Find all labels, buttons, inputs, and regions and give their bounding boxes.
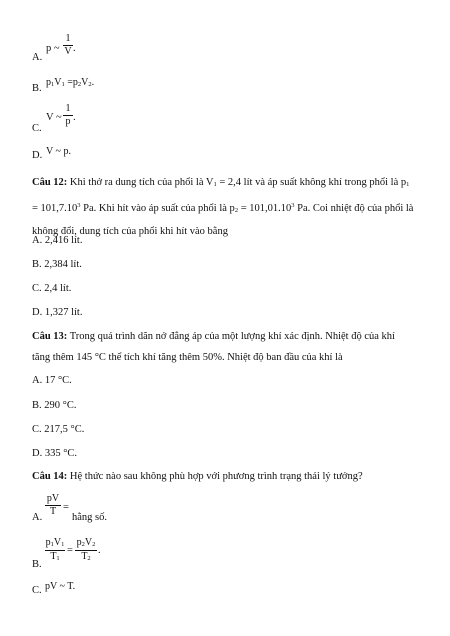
prev-option-b-letter: B.	[32, 83, 42, 94]
prev-option-c-letter: C.	[32, 123, 42, 134]
question-13-stem: Câu 13: Trong quá trình dãn nở đẳng áp của một lượng khí xác định. Nhiệt độ của khí tăng thêm 145 °C thể tích khí tăng thêm 50%. Nhiệt độ ban đầu của khí là	[32, 331, 395, 363]
q14-c-formula: pV ~ T.	[45, 581, 76, 592]
question-14-label: Câu 14:	[32, 471, 68, 482]
fraction-denominator: p	[65, 116, 71, 127]
question-12-label: Câu 12:	[32, 177, 68, 188]
fraction-numerator: 1	[65, 33, 71, 44]
question-14-stem: Câu 14: Hệ thức nào sau không phù hợp với phương trình trạng thái lý tưởng?	[32, 471, 363, 482]
q14-a-tail: hằng số.	[72, 512, 107, 523]
fraction-numerator: pV	[46, 493, 60, 504]
question-12-option-b[interactable]: B. 2,384 lít.	[32, 259, 82, 270]
q14-c-letter: C.	[32, 585, 42, 596]
q14-b-letter: B.	[32, 559, 42, 570]
prev-option-a-fraction	[63, 34, 73, 57]
q14-b-tail: .	[98, 545, 101, 556]
q14-b-fraction-right: $p_2V_2$ $T_2$	[76, 537, 96, 562]
prev-option-a-letter: A.	[32, 52, 43, 63]
prev-option-d-formula: V ~ p.	[46, 146, 71, 157]
fraction-denominator: T	[49, 506, 57, 517]
question-13-option-b[interactable]: B. 290 °C.	[32, 400, 77, 411]
prev-option-c-tail: .	[73, 112, 76, 123]
question-13-option-c[interactable]: C. 217,5 °C.	[32, 424, 85, 435]
prev-option-c-fraction	[63, 104, 73, 127]
prev-option-a-lhs: p ~	[46, 43, 60, 54]
fraction-denominator: V	[64, 46, 72, 57]
q14-a-equals: =	[63, 502, 69, 513]
question-13-option-a[interactable]: A. 17 °C.	[32, 375, 72, 386]
fraction-numerator: 1	[65, 103, 71, 114]
question-12-option-d[interactable]: D. 1,327 lít.	[32, 307, 83, 318]
q14-b-fraction-left: $p_1V_1$ $T_1$	[45, 537, 65, 562]
question-13-label: Câu 13:	[32, 331, 68, 342]
question-12-option-a[interactable]: A. 2,416 lít.	[32, 235, 83, 246]
question-12-option-c[interactable]: C. 2,4 lít.	[32, 283, 72, 294]
prev-option-b-formula: $p_1V_1 =p_2V_2$.	[46, 77, 95, 88]
q14-b-equals: =	[67, 545, 73, 556]
question-12-stem: Câu 12: Khi thở ra dung tích của phổi là $V_1 = 2,4$ lít và áp suất không khí trong phổi là $p_1$ = $101,7.10^3$ Pa. Khi hít vào áp suất của phổi là $p_2 = 101,01.10^3$ Pa. Coi nhiệt độ của phổi là không đổi, dung tích của phổi khi hít vào bằng	[32, 177, 414, 237]
question-13-option-d[interactable]: D. 335 °C.	[32, 448, 78, 459]
q14-a-letter: A.	[32, 512, 43, 523]
q14-a-fraction	[45, 494, 61, 517]
prev-option-a-tail: .	[73, 43, 76, 54]
prev-option-c-lhs: V ~	[46, 112, 62, 123]
prev-option-d-letter: D.	[32, 150, 43, 161]
